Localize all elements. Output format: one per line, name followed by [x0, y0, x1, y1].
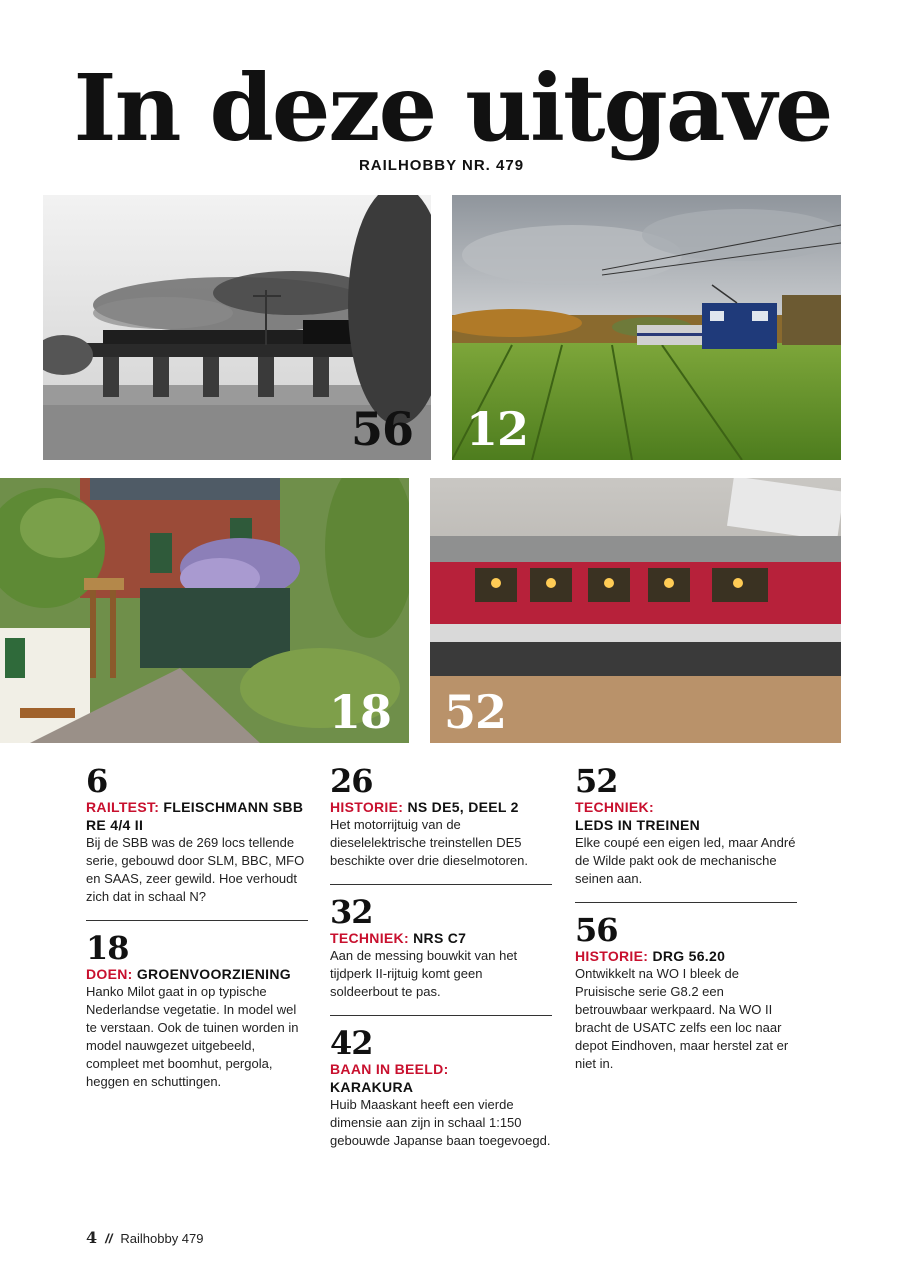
photo-page-number: 12 — [466, 402, 529, 456]
entry-title: LEDS IN TREINEN — [575, 817, 701, 833]
page-footer — [86, 1228, 204, 1247]
entry-page-number: 6 — [86, 762, 108, 800]
entry-page-number: 26 — [330, 762, 373, 800]
entry-6[interactable] — [86, 764, 308, 906]
entry-56[interactable] — [575, 913, 797, 1073]
entry-42[interactable] — [330, 1026, 552, 1150]
photo-steam-bridge[interactable] — [43, 195, 431, 460]
entry-description: Aan de messing bouwkit van het tijdperk II-rijtuig komt geen soldeerbout te pas. — [330, 948, 518, 999]
contents-column-3 — [575, 764, 797, 1073]
entry-18[interactable] — [86, 931, 308, 1091]
entry-heading — [330, 1060, 552, 1096]
photo-restaurant-coach[interactable] — [430, 478, 841, 743]
divider — [575, 902, 797, 903]
entry-heading — [575, 947, 797, 965]
entry-description: Elke coupé een eigen led, maar André de Wilde pakt ook de mechanische seinen aan. — [575, 835, 796, 886]
entry-title: NS DE5, DEEL 2 — [407, 799, 519, 815]
entry-page-number: 18 — [86, 929, 129, 967]
entry-heading — [575, 798, 797, 834]
entry-heading — [330, 929, 552, 947]
entry-category: TECHNIEK: — [330, 930, 409, 946]
photo-page-number: 18 — [328, 685, 391, 739]
entry-title: DRG 56.20 — [652, 948, 726, 964]
entry-heading — [86, 798, 308, 834]
contents-column-2 — [330, 764, 552, 1150]
entry-title: FLEISCHMANN SBB RE 4/4 II — [86, 799, 304, 833]
entry-category: HISTORIE: — [330, 799, 404, 815]
entry-description: Huib Maaskant heeft een vierde dimensie aan zijn in schaal 1:150 gebouwde Japanse baan toegevoegd. — [330, 1097, 551, 1148]
entry-description: Het motorrijtuig van de dieselelektrische treinstellen DE5 beschikte over drie dieselmotoren. — [330, 817, 528, 868]
entry-category: DOEN: — [86, 966, 133, 982]
entry-26[interactable] — [330, 764, 552, 870]
photo-page-number: 52 — [444, 685, 507, 739]
entry-52[interactable] — [575, 764, 797, 888]
entry-heading — [86, 965, 308, 983]
entry-category: TECHNIEK: — [575, 799, 654, 815]
entry-category: RAILTEST: — [86, 799, 160, 815]
issue-subtitle: RAILHOBBY NR. 479 — [358, 157, 525, 174]
entry-page-number: 32 — [330, 893, 373, 931]
divider — [330, 884, 552, 885]
entry-page-number: 56 — [575, 911, 618, 949]
entry-page-number: 52 — [575, 762, 618, 800]
entry-title: GROENVOORZIENING — [136, 966, 291, 982]
photo-electric-loco[interactable] — [452, 195, 841, 460]
contents-column-1 — [86, 764, 308, 1091]
footer-page-number: 4 — [86, 1228, 98, 1247]
divider — [330, 1015, 552, 1016]
entry-description: Ontwikkelt na WO I bleek de Pruisische serie G8.2 een betrouwbaar werkpaard. Na WO II bracht de USATC zelfs een loc naar depot Eindhoven, maar herstel zat er niet in. — [575, 966, 789, 1071]
photo-page-number: 56 — [350, 402, 413, 456]
entry-description: Bij de SBB was de 269 locs tellende serie, gebouwd door SLM, BBC, MFO en SAAS, zeer gewild. Hoe verhoudt zich dat in schaal N? — [86, 835, 305, 904]
entry-heading — [330, 798, 552, 816]
page-title: In deze uitgave — [73, 54, 832, 162]
footer-magazine-name: Railhobby 479 — [120, 1231, 204, 1246]
entry-title: NRS C7 — [413, 930, 467, 946]
entry-category: BAAN IN BEELD: — [330, 1061, 449, 1077]
entry-description: Hanko Milot gaat in op typische Nederlandse vegetatie. In model wel te verstaan. Ook de tuinen worden in model nauwgezet uitgebeeld, compleet met boomhut, pergola, heggen en schuttingen. — [86, 984, 299, 1089]
entry-category: HISTORIE: — [575, 948, 649, 964]
divider — [86, 920, 308, 921]
photo-model-garden[interactable] — [0, 478, 409, 743]
entry-title: KARAKURA — [330, 1079, 414, 1095]
entry-page-number: 42 — [330, 1024, 373, 1062]
footer-separator: // — [105, 1231, 113, 1246]
entry-32[interactable] — [330, 895, 552, 1001]
